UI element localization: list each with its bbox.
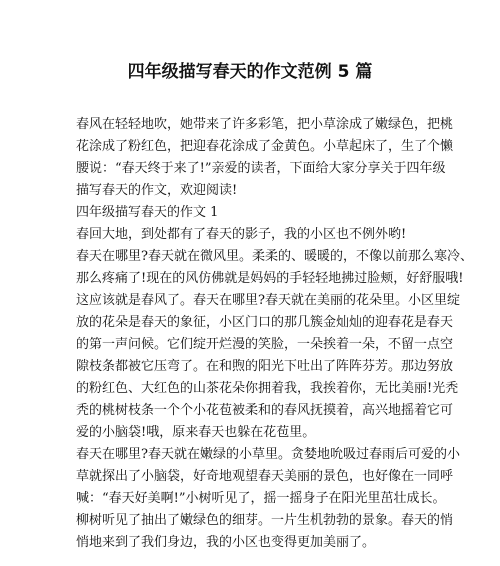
text-line: 四年级描写春天的作文 1	[76, 205, 219, 220]
text-line: 草就探出了小脑袋，好奇地观望春天美丽的景色，也好像在一同呼	[76, 469, 454, 484]
text-line: 春风在轻轻地吹，她带来了许多彩笔，把小草涂成了嫩绿色，把桃	[76, 117, 454, 132]
text-line: 描写春天的作文，欢迎阅读!	[76, 183, 238, 198]
text-line: 腰说：“春天终于来了!”亲爱的读者，下面给大家分享关于四年级	[76, 161, 446, 176]
text-line: 爱的小脑袋!哦，原来春天也躲在花苞里。	[76, 425, 316, 440]
text-line: 春回大地，到处都有了春天的影子，我的小区也不例外哟!	[76, 227, 407, 242]
text-line: 放的花朵是春天的象征，小区门口的那几簇金灿灿的迎春花是春天	[76, 315, 454, 330]
text-line: 悄地来到了我们身边，我的小区也变得更加美丽了。	[76, 535, 376, 550]
text-line: 隙枝条都被它压弯了。在和煦的阳光下吐出了阵阵芬芳。那边努放	[76, 359, 454, 374]
text-line: 秃的桃树枝条一个个小花苞被柔和的春风抚摸着，高兴地摇着它可	[76, 403, 454, 418]
text-line: 春天在哪里?春天就在嫩绿的小草里。贪婪地吮吸过春雨后可爱的小	[76, 447, 460, 462]
text-line: 花涂成了粉红色，把迎春花涂成了金黄色。小草起床了，生了个懒	[76, 139, 454, 154]
text-line: 的第一声问候。它们绽开烂漫的笑脸，一朵挨着一朵，不留一点空	[76, 337, 454, 352]
text-line: 喊：“春天好美啊!”小树听见了，摇一摇身子在阳光里茁壮成长。	[76, 491, 446, 506]
text-line: 那么疼痛了!现在的风仿佛就是妈妈的手轻轻地拂过脸颊，好舒服哦!	[76, 271, 464, 286]
text-line: 这应该就是春风了。春天在哪里?春天就在美丽的花朵里。小区里绽	[76, 293, 460, 308]
text-line: 的粉红色、大红色的山茶花朵你拥着我，我挨着你，无比美丽!光秃	[76, 381, 459, 396]
text-line: 柳树听见了抽出了嫩绿色的细芽。一片生机勃勃的景象。春天的悄	[76, 513, 454, 528]
article-body	[76, 114, 473, 554]
page-title: 四年级描写春天的作文范例 5 篇	[127, 62, 373, 82]
text-line: 春天在哪里?春天就在微风里。柔柔的、暖暖的，不像以前那么寒冷、	[76, 249, 473, 264]
